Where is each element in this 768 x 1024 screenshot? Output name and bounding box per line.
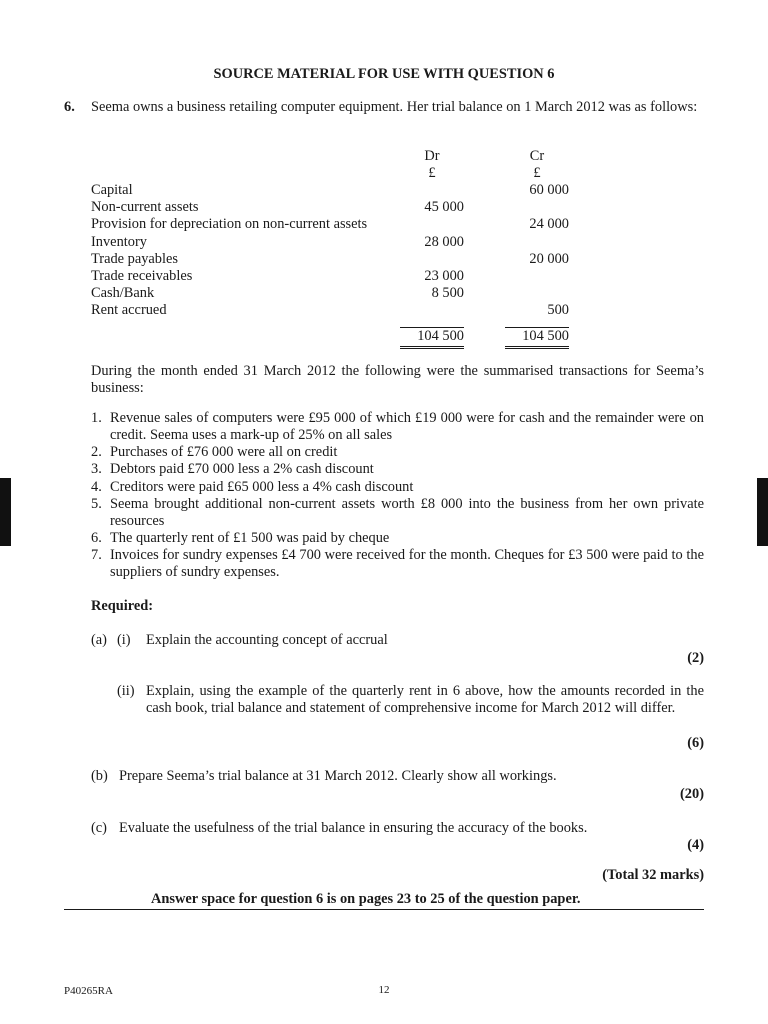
total-cr: 104 500 — [505, 327, 569, 349]
list-item-number: 5. — [91, 496, 102, 512]
source-material-heading: SOURCE MATERIAL FOR USE WITH QUESTION 6 — [213, 66, 555, 82]
part-ai-text: Explain the accounting concept of accrual — [146, 632, 388, 648]
tb-row-cr: 24 000 — [529, 216, 569, 232]
cr-currency: £ — [533, 165, 541, 181]
list-item: Purchases of £76 000 were all on credit — [110, 444, 338, 460]
tb-row-dr: 28 000 — [424, 234, 464, 250]
part-b-text: Prepare Seema’s trial balance at 31 March 2012. Clearly show all workings. — [119, 768, 557, 784]
part-aii-marks: (6) — [687, 735, 704, 751]
tb-row-label: Non-current assets — [91, 199, 199, 215]
tb-row-label: Rent accrued — [91, 302, 167, 318]
tb-row-label: Capital — [91, 182, 133, 198]
right-edge-tab — [757, 478, 768, 546]
list-item: Seema brought additional non-current assets worth £8 000 into the business from her own private resources — [110, 496, 704, 529]
tb-row-dr: 45 000 — [424, 199, 464, 215]
part-ai-label: (i) — [117, 632, 131, 648]
tb-row-cr: 20 000 — [529, 251, 569, 267]
question-number: 6. — [64, 99, 75, 115]
part-b-label: (b) — [91, 768, 108, 784]
dr-header: Dr — [424, 148, 440, 164]
tb-row-cr: 60 000 — [529, 182, 569, 198]
total-dr: 104 500 — [400, 327, 464, 349]
list-item-number: 3. — [91, 461, 102, 477]
tb-row-label: Trade payables — [91, 251, 178, 267]
tb-row-cr: 500 — [547, 302, 569, 318]
question-intro: Seema owns a business retailing computer equipment. Her trial balance on 1 March 2012 was as follows: — [91, 99, 698, 115]
tb-row-dr: 8 500 — [431, 285, 464, 301]
part-c-label: (c) — [91, 820, 107, 836]
dr-currency: £ — [428, 165, 436, 181]
list-item: Creditors were paid £65 000 less a 4% cash discount — [110, 479, 414, 495]
part-c-text: Evaluate the usefulness of the trial balance in ensuring the accuracy of the books. — [119, 820, 588, 836]
list-item-number: 1. — [91, 410, 102, 426]
tb-row-label: Provision for depreciation on non-current assets — [91, 216, 368, 232]
list-item: Invoices for sundry expenses £4 700 were received for the month. Cheques for £3 500 were paid to the suppliers of sundry expenses. — [110, 547, 704, 580]
part-aii-label: (ii) — [117, 683, 135, 699]
paper-code: P40265RA — [64, 985, 113, 997]
cr-header: Cr — [529, 148, 545, 164]
list-item-number: 4. — [91, 479, 102, 495]
tb-row-label: Inventory — [91, 234, 147, 250]
list-item: Debtors paid £70 000 less a 2% cash discount — [110, 461, 374, 477]
part-ai-marks: (2) — [687, 650, 704, 666]
part-a-label: (a) — [91, 632, 107, 648]
list-item: Revenue sales of computers were £95 000 of which £19 000 were for cash and the remainder were on credit. Seema uses a mark-up of 25% on all sales — [110, 410, 704, 443]
required-label: Required: — [91, 598, 154, 614]
answer-space-note: Answer space for question 6 is on pages 23 to 25 of the question paper. — [151, 891, 581, 907]
list-item: The quarterly rent of £1 500 was paid by cheque — [110, 530, 390, 546]
part-c-marks: (4) — [687, 837, 704, 853]
transactions-intro: During the month ended 31 March 2012 the following were the summarised transactions for Seema’s business: — [91, 363, 704, 396]
tb-row-label: Cash/Bank — [91, 285, 155, 301]
list-item-number: 7. — [91, 547, 102, 563]
page-number: 12 — [378, 984, 390, 996]
total-marks: (Total 32 marks) — [602, 867, 704, 883]
list-item-number: 6. — [91, 530, 102, 546]
tb-row-dr: 23 000 — [424, 268, 464, 284]
left-edge-tab — [0, 478, 11, 546]
part-aii-text: Explain, using the example of the quarterly rent in 6 above, how the amounts recorded in the cash book, trial balance and statement of comprehensive income for March 2012 will differ. — [146, 683, 704, 716]
part-b-marks: (20) — [680, 786, 704, 802]
bottom-rule — [64, 909, 704, 910]
tb-row-label: Trade receivables — [91, 268, 193, 284]
list-item-number: 2. — [91, 444, 102, 460]
